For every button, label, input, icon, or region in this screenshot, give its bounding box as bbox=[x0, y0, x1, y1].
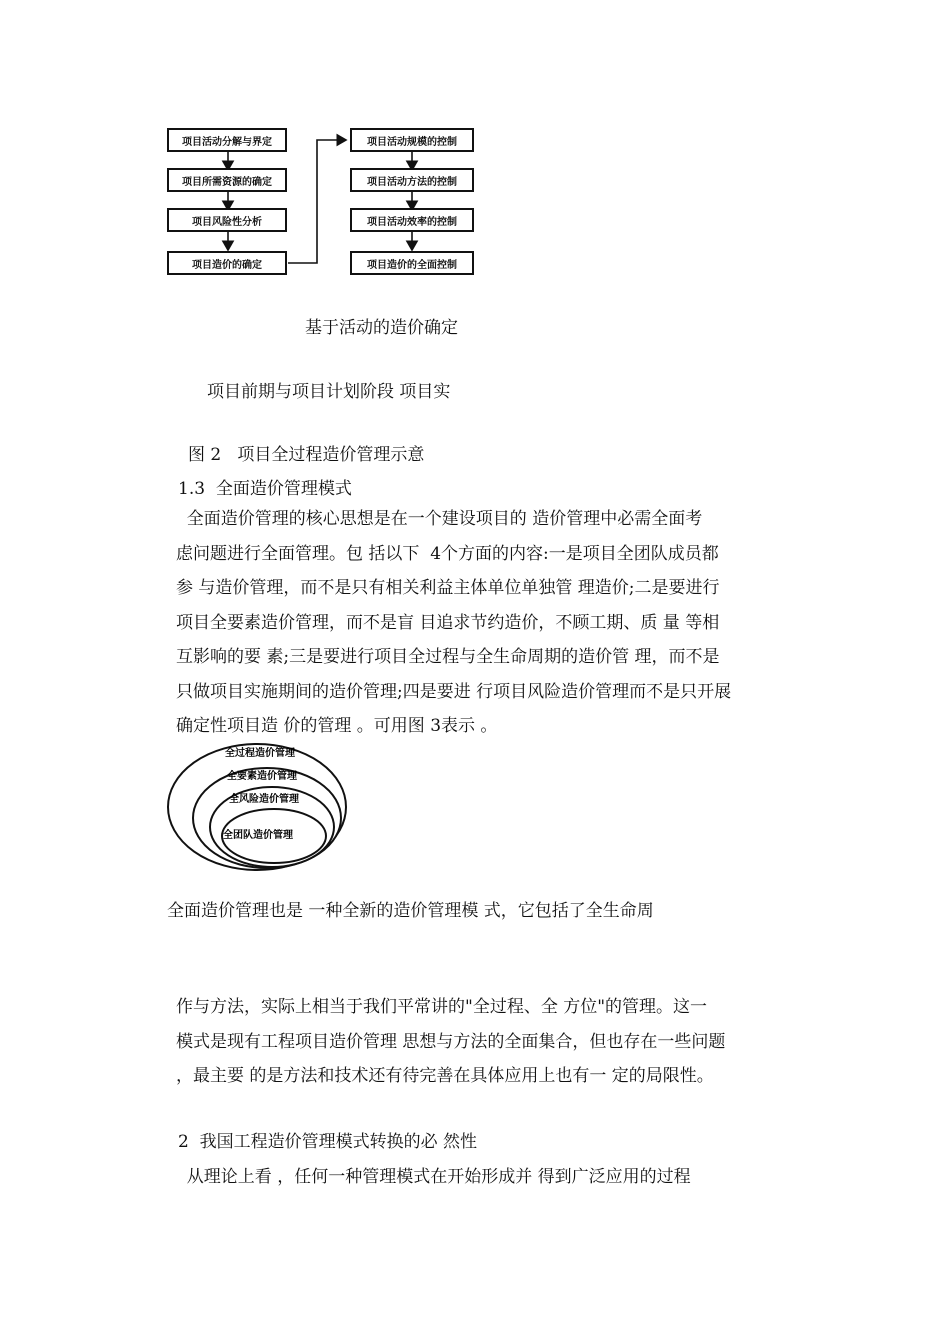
ring-label-4: 全团队造价管理 bbox=[223, 830, 293, 841]
figure-stage-caption: 项目前期与项目计划阶段 项目实 bbox=[207, 382, 451, 402]
section-heading-2: 2 我国工程造价管理模式转换的必 然性 bbox=[178, 1132, 478, 1152]
ring-label-1: 全过程造价管理 bbox=[225, 748, 295, 759]
flow-box-right-1: 项目活动规模的控制 bbox=[350, 128, 474, 152]
flow-box-left-3: 项目风险性分析 bbox=[167, 208, 287, 232]
ring-label-3: 全风险造价管理 bbox=[229, 794, 299, 805]
paragraph-line: 模式是现有工程项目造价管理 思想与方法的全面集合，但也存在一些问题 bbox=[176, 1031, 726, 1052]
flow-box-right-4: 项目造价的全面控制 bbox=[350, 251, 474, 275]
ring-label-2: 全要素造价管理 bbox=[227, 771, 297, 782]
paragraph-line: 互影响的要 素;三是要进行项目全过程与全生命周期的造价管 理，而不是 bbox=[176, 647, 720, 667]
paragraph-line: 作与方法，实际上相当于我们平常讲的"全过程、全 方位"的管理。这一 bbox=[176, 997, 708, 1017]
paragraph-line: 确定性项目造 价的管理 。可用图 3表示 。 bbox=[176, 716, 498, 736]
paragraph-line: 参 与造价管理，而不是只有相关利益主体单位单独管 理造价;二是要进行 bbox=[176, 578, 720, 598]
nested-ellipse-figure bbox=[162, 738, 352, 876]
after-figure-line: 全面造价管理也是 一种全新的造价管理模 式，它包括了全生命周 bbox=[167, 901, 654, 921]
flow-box-left-1: 项目活动分解与界定 bbox=[167, 128, 287, 152]
section-2-line: 从理论上看 ，任何一种管理模式在开始形成并 得到广泛应用的过程 bbox=[176, 1167, 691, 1187]
paragraph-line: 全面造价管理的核心思想是在一个建设项目的 造价管理中必需全面考 bbox=[176, 509, 703, 529]
paragraph-line: ，最主要 的是方法和技术还有待完善在具体应用上也有一 定的局限性。 bbox=[176, 1066, 714, 1086]
flow-box-right-3: 项目活动效率的控制 bbox=[350, 208, 474, 232]
flow-box-left-4: 项目造价的确定 bbox=[167, 251, 287, 275]
paragraph-line: 项目全要素造价管理，而不是盲 目追求节约造价，不顾工期、质 量 等相 bbox=[176, 612, 720, 633]
figure-left-caption: 基于活动的造价确定 bbox=[305, 318, 458, 338]
figure-title: 图 2 项目全过程造价管理示意 bbox=[188, 445, 425, 465]
section-1-3-paragraph bbox=[176, 502, 836, 744]
paragraph-line: 虑问题进行全面管理。包 括以下 4个方面的内容:一是项目全团队成员都 bbox=[176, 543, 719, 564]
paragraph-line: 只做项目实施期间的造价管理;四是要进 行项目风险造价管理而不是只开展 bbox=[176, 681, 732, 702]
flow-box-left-2: 项目所需资源的确定 bbox=[167, 168, 287, 192]
section-heading-1-3: 1.3 全面造价管理模式 bbox=[178, 479, 352, 499]
paragraph-2 bbox=[176, 990, 836, 1094]
flow-box-right-2: 项目活动方法的控制 bbox=[350, 168, 474, 192]
